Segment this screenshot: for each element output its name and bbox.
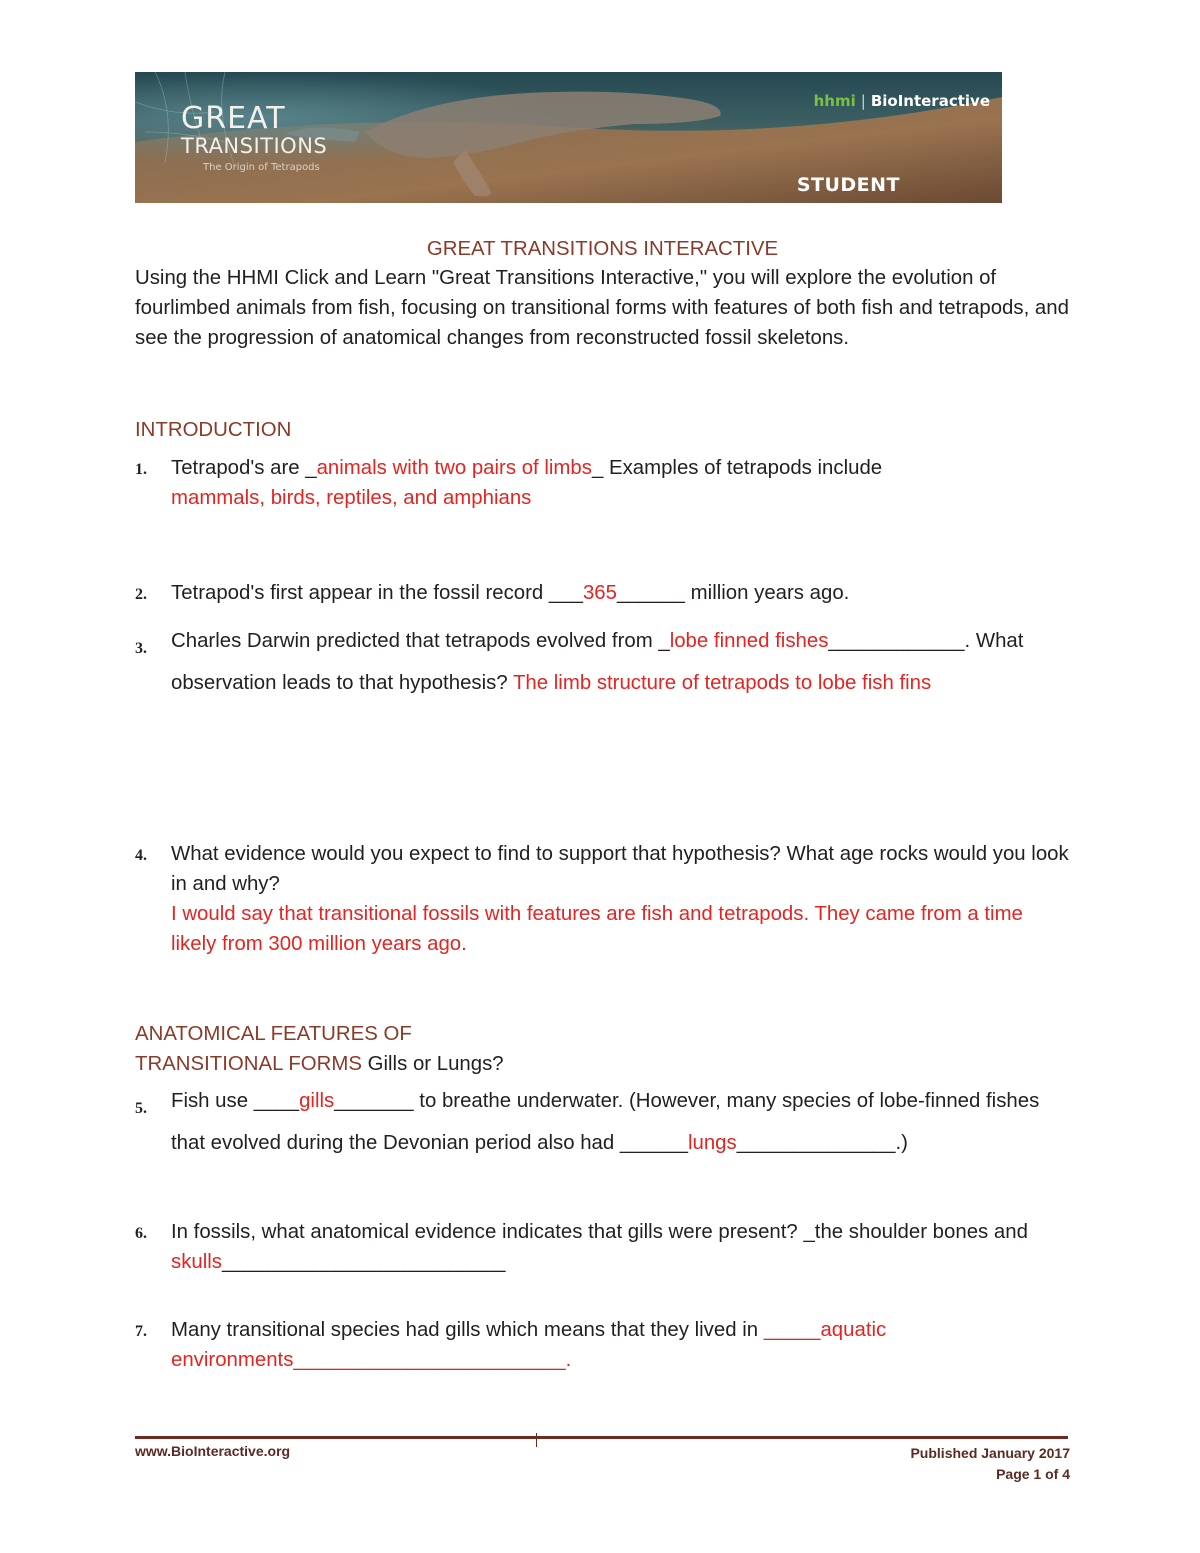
banner-title: [181, 101, 328, 173]
question-number: 6.: [135, 1225, 147, 1242]
q5-text-c: ______________.): [736, 1132, 908, 1154]
question-1: [135, 453, 1070, 513]
question-number: 1.: [135, 461, 147, 478]
q5-text-b: _______ to breathe underwater. (However, many species of lobe-finned fishes that evolved during the Devonian period also had ______: [171, 1090, 1040, 1154]
q3-text-b: ____________. What observation leads to that hypothesis?: [171, 630, 1024, 694]
section2-line2: TRANSITIONAL FORMS: [135, 1053, 362, 1075]
banner-subtitle: The Origin of Tetrapods: [203, 162, 320, 173]
question-number: 2.: [135, 586, 147, 603]
q4-answer: I would say that transitional fossils with features are fish and tetrapods. They came from a time likely from 300 million years ago.: [171, 903, 1023, 955]
question-text: What evidence would you expect to find to support that hypothesis? What age rocks would you look in and why?: [171, 843, 1069, 895]
q7-answer: _____aquatic environments________________________.: [171, 1319, 887, 1371]
logo-brand: BioInteractive: [870, 92, 990, 110]
q3-text-a: Charles Darwin predicted that tetrapods evolved from _: [171, 630, 670, 652]
question-3: [135, 620, 1070, 704]
footer-divider: [135, 1436, 1068, 1439]
q2-answer: 365: [582, 582, 617, 604]
footer-website-link[interactable]: www.BioInteractive.org: [135, 1443, 291, 1459]
question-4: [135, 839, 1070, 959]
footer-page-number: Page 1 of 4: [996, 1466, 1070, 1482]
question-text: [171, 578, 1070, 608]
q7-text-a: Many transitional species had gills which means that they lived in: [171, 1319, 764, 1341]
logo-hhmi: hhmi: [813, 92, 856, 110]
question-text: [171, 1315, 1011, 1375]
q3-answer-1: lobe finned fishes: [669, 630, 829, 652]
q2-text-a: Tetrapod's first appear in the fossil record ___: [171, 582, 583, 604]
q6-answer: skulls: [171, 1251, 222, 1273]
q1-answer-2: mammals, birds, reptiles, and amphians: [171, 487, 532, 509]
footer-meta: [910, 1443, 1070, 1485]
question-number: 3.: [135, 640, 147, 657]
q5-text-a: Fish use ____: [171, 1090, 300, 1112]
q6-text-a: In fossils, what anatomical evidence indicates that gills were present? _the shoulder bones and: [171, 1221, 1028, 1243]
question-7: [135, 1315, 1070, 1375]
intro-paragraph: Using the HHMI Click and Learn "Great Transitions Interactive," you will explore the evolution of fourlimbed animals from fish, focusing on transitional forms with features of both fish and tetrapods, and see the progression of anatomical changes from reconstructed fossil skeletons.: [135, 267, 1069, 349]
q2-text-b: ______ million years ago.: [616, 582, 850, 604]
q5-answer-2: lungs: [687, 1132, 737, 1154]
q3-answer-2: The limb structure of tetrapods to lobe fish fins: [512, 672, 932, 694]
hhmi-biointeractive-logo: [814, 92, 990, 110]
section2-line1: ANATOMICAL FEATURES OF: [135, 1023, 412, 1045]
footer-published-date: Published January 2017: [910, 1445, 1070, 1461]
question-number: 4.: [135, 847, 147, 864]
q5-answer-1: gills: [299, 1090, 335, 1112]
footer-divider-tick: [536, 1433, 537, 1447]
question-number: 7.: [135, 1323, 147, 1340]
question-5: [135, 1080, 1070, 1164]
q1-text-b: _ Examples of tetrapods include: [591, 457, 883, 479]
banner-title-transitions: TRANSITIONS: [181, 134, 328, 158]
question-text: [171, 1080, 1061, 1164]
q1-text-a: Tetrapod's are _: [171, 457, 317, 479]
section-heading-anatomical: [135, 1019, 504, 1079]
logo-separator: |: [860, 92, 866, 110]
page-title: GREAT TRANSITIONS INTERACTIVE: [426, 238, 779, 260]
q6-text-b: _________________________: [222, 1251, 506, 1273]
question-text: [171, 620, 1071, 704]
q1-answer-1: animals with two pairs of limbs: [316, 457, 592, 479]
banner-title-great: GREAT: [181, 101, 286, 136]
question-2: [135, 578, 1070, 608]
question-text: [171, 453, 1070, 513]
header-banner: [135, 72, 1002, 203]
question-number: 5.: [135, 1100, 147, 1117]
student-label: STUDENT: [796, 174, 900, 196]
section-heading-introduction: INTRODUCTION: [135, 419, 292, 441]
section2-suffix: Gills or Lungs?: [361, 1053, 504, 1075]
question-text: [171, 1217, 1061, 1277]
question-6: [135, 1217, 1070, 1277]
